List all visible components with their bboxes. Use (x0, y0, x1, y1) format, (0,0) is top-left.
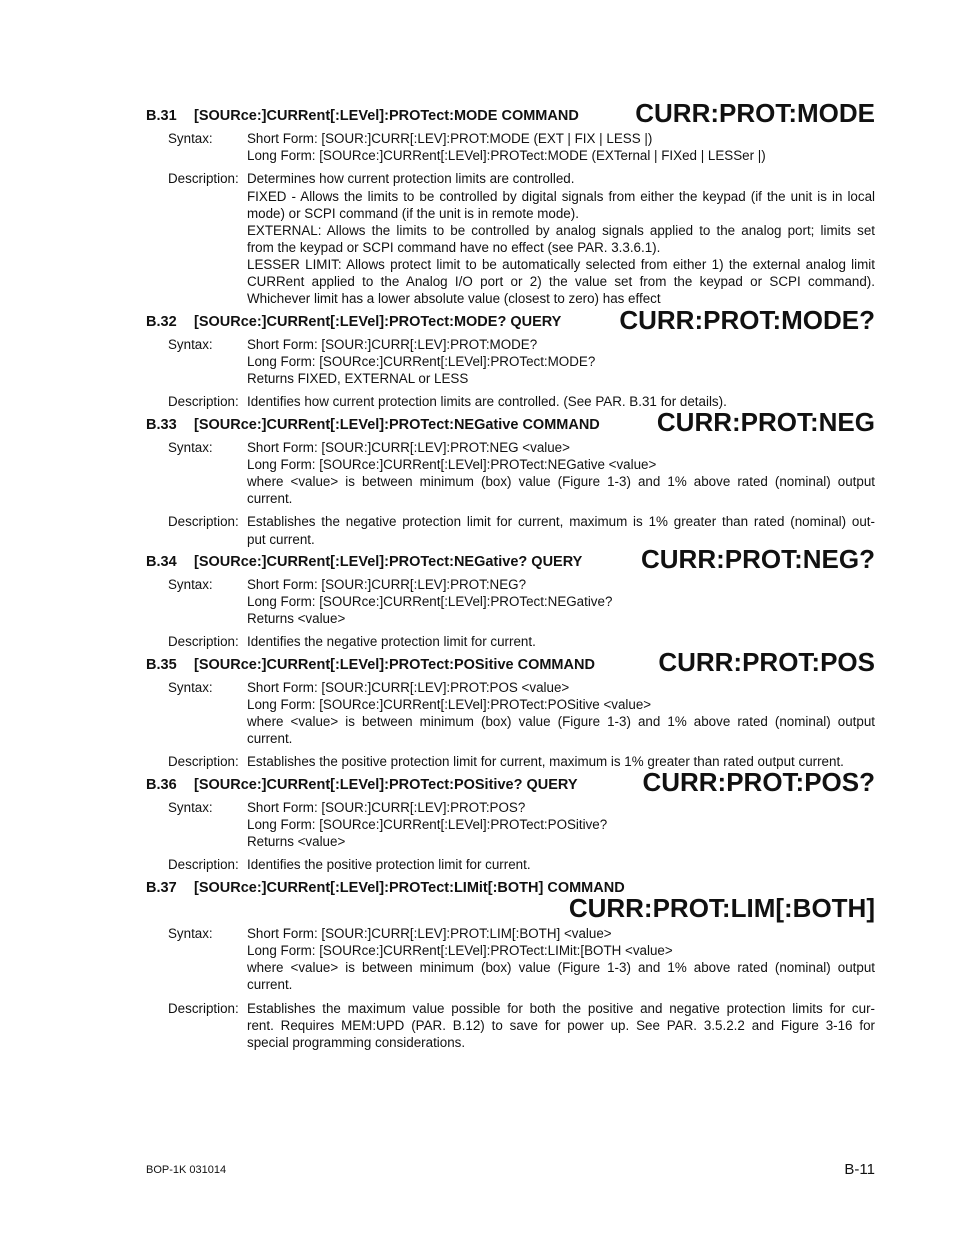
description-line: FIXED - Allows the limits to be controlled by digital signals from either the keypad (if the unit is in local (247, 189, 875, 204)
syntax-line: where <value> is between minimum (box) value (Figure 1-3) and 1% above rated (nominal) output (247, 474, 875, 489)
syntax-line: Returns <value> (247, 611, 346, 626)
description-label: Description: (168, 857, 239, 872)
syntax-label: Syntax: (168, 337, 213, 352)
description-label: Description: (168, 514, 239, 529)
description-line: EXTERNAL: Allows the limits to be controlled by analog signals applied to the analog port; limits set (247, 223, 875, 238)
section-heading (146, 108, 579, 125)
description-line: Identifies how current protection limits are controlled. (See PAR. B.31 for details). (247, 394, 727, 409)
command-mnemonic: CURR:PROT:NEG? (641, 544, 875, 574)
section-number: B.31 (146, 108, 177, 124)
description-line: rent. Requires MEM:UPD (PAR. B.12) to save for power up. See PAR. 3.5.2.2 and Figure 3-16 for (247, 1018, 875, 1033)
syntax-label: Syntax: (168, 800, 213, 815)
command-mnemonic: CURR:PROT:POS (658, 647, 875, 677)
syntax-line: where <value> is between minimum (box) value (Figure 1-3) and 1% above rated (nominal) output (247, 960, 875, 975)
syntax-line: Long Form: [SOURce:]CURRent[:LEVel]:PROTect:LIMit:[BOTH <value> (247, 943, 673, 958)
description-line: CURRent applied to the Analog I/O port or 2) the value set from the keypad or SCPI command). (247, 274, 875, 289)
syntax-label: Syntax: (168, 680, 213, 695)
description-line: Establishes the negative protection limit for current, maximum is 1% greater than rated (nominal) out- (247, 514, 875, 529)
syntax-line: Returns <value> (247, 834, 346, 849)
section-heading (146, 554, 582, 571)
command-mnemonic: CURR:PROT:MODE (635, 98, 875, 128)
command-mnemonic: CURR:PROT:MODE? (619, 305, 875, 335)
section-heading (146, 880, 625, 897)
section-title: [SOURce:]CURRent[:LEVel]:PROTect:NEGative COMMAND (194, 417, 600, 433)
syntax-label: Syntax: (168, 926, 213, 941)
section-title: [SOURce:]CURRent[:LEVel]:PROTect:MODE COMMAND (194, 108, 579, 124)
description-line: put current. (247, 532, 315, 547)
description-line: Identifies the positive protection limit for current. (247, 857, 531, 872)
description-line: Establishes the positive protection limit for current, maximum is 1% greater than rated output current. (247, 754, 844, 769)
syntax-line: Short Form: [SOUR:]CURR[:LEV]:PROT:MODE (EXT | FIX | LESS |) (247, 131, 653, 146)
description-line: LESSER LIMIT: Allows protect limit to be automatically selected from either 1) the external analog limit (247, 257, 875, 272)
section-heading (146, 417, 600, 434)
section-heading (146, 657, 595, 674)
command-mnemonic: CURR:PROT:LIM[:BOTH] (568, 893, 875, 923)
syntax-line: Short Form: [SOUR:]CURR[:LEV]:PROT:POS <value> (247, 680, 570, 695)
description-line: Establishes the maximum value possible for both the positive and negative protection limits for cur- (247, 1001, 875, 1016)
syntax-line: Long Form: [SOURce:]CURRent[:LEVel]:PROTect:NEGative? (247, 594, 613, 609)
section-number: B.33 (146, 417, 177, 433)
section-title: [SOURce:]CURRent[:LEVel]:PROTect:MODE? QUERY (194, 314, 562, 330)
section-heading (146, 314, 561, 331)
footer-doc-id: BOP-1K 031014 (146, 1164, 227, 1176)
section-title: [SOURce:]CURRent[:LEVel]:PROTect:POSitive COMMAND (194, 657, 595, 673)
command-mnemonic: CURR:PROT:NEG (656, 407, 875, 437)
description-line: from the keypad or SCPI command have no effect (see PAR. 3.3.6.1). (247, 240, 661, 255)
section-number: B.37 (146, 880, 177, 896)
description-line: Determines how current protection limits are controlled. (247, 171, 575, 186)
description-line: Whichever limit has a lower absolute value (closest to zero) has effect (247, 291, 661, 306)
description-label: Description: (168, 1001, 239, 1016)
section-heading (146, 777, 578, 794)
syntax-line: where <value> is between minimum (box) value (Figure 1-3) and 1% above rated (nominal) output (247, 714, 875, 729)
syntax-label: Syntax: (168, 577, 213, 592)
syntax-line: Long Form: [SOURce:]CURRent[:LEVel]:PROTect:POSitive <value> (247, 697, 652, 712)
description-label: Description: (168, 754, 239, 769)
syntax-line: Long Form: [SOURce:]CURRent[:LEVel]:PROTect:MODE? (247, 354, 596, 369)
section-title: [SOURce:]CURRent[:LEVel]:PROTect:POSitive? QUERY (194, 777, 578, 793)
syntax-line: Long Form: [SOURce:]CURRent[:LEVel]:PROTect:POSitive? (247, 817, 608, 832)
command-mnemonic: CURR:PROT:POS? (642, 767, 875, 797)
syntax-line: Short Form: [SOUR:]CURR[:LEV]:PROT:NEG? (247, 577, 527, 592)
syntax-line: Returns FIXED, EXTERNAL or LESS (247, 371, 469, 386)
syntax-line: current. (247, 731, 293, 746)
description-label: Description: (168, 394, 239, 409)
syntax-line: Long Form: [SOURce:]CURRent[:LEVel]:PROTect:NEGative <value> (247, 457, 657, 472)
syntax-line: Long Form: [SOURce:]CURRent[:LEVel]:PROTect:MODE (EXTernal | FIXed | LESSer |) (247, 148, 766, 163)
description-line: special programming considerations. (247, 1035, 466, 1050)
section-number: B.35 (146, 657, 177, 673)
section-title: [SOURce:]CURRent[:LEVel]:PROTect:NEGative? QUERY (194, 554, 583, 570)
syntax-line: Short Form: [SOUR:]CURR[:LEV]:PROT:LIM[:BOTH] <value> (247, 926, 612, 941)
description-label: Description: (168, 634, 239, 649)
syntax-line: current. (247, 491, 293, 506)
description-label: Description: (168, 171, 239, 186)
syntax-line: Short Form: [SOUR:]CURR[:LEV]:PROT:POS? (247, 800, 526, 815)
page-number: B-11 (844, 1161, 875, 1178)
syntax-line: Short Form: [SOUR:]CURR[:LEV]:PROT:MODE? (247, 337, 538, 352)
section-title: [SOURce:]CURRent[:LEVel]:PROTect:LIMit[:BOTH] COMMAND (194, 880, 625, 896)
syntax-line: Short Form: [SOUR:]CURR[:LEV]:PROT:NEG <value> (247, 440, 570, 455)
description-line: mode) or SCPI command (if the unit is in remote mode). (247, 206, 579, 221)
syntax-label: Syntax: (168, 131, 213, 146)
section-number: B.32 (146, 314, 177, 330)
syntax-label: Syntax: (168, 440, 213, 455)
syntax-line: current. (247, 977, 293, 992)
section-number: B.36 (146, 777, 177, 793)
description-line: Identifies the negative protection limit for current. (247, 634, 536, 649)
section-number: B.34 (146, 554, 177, 570)
